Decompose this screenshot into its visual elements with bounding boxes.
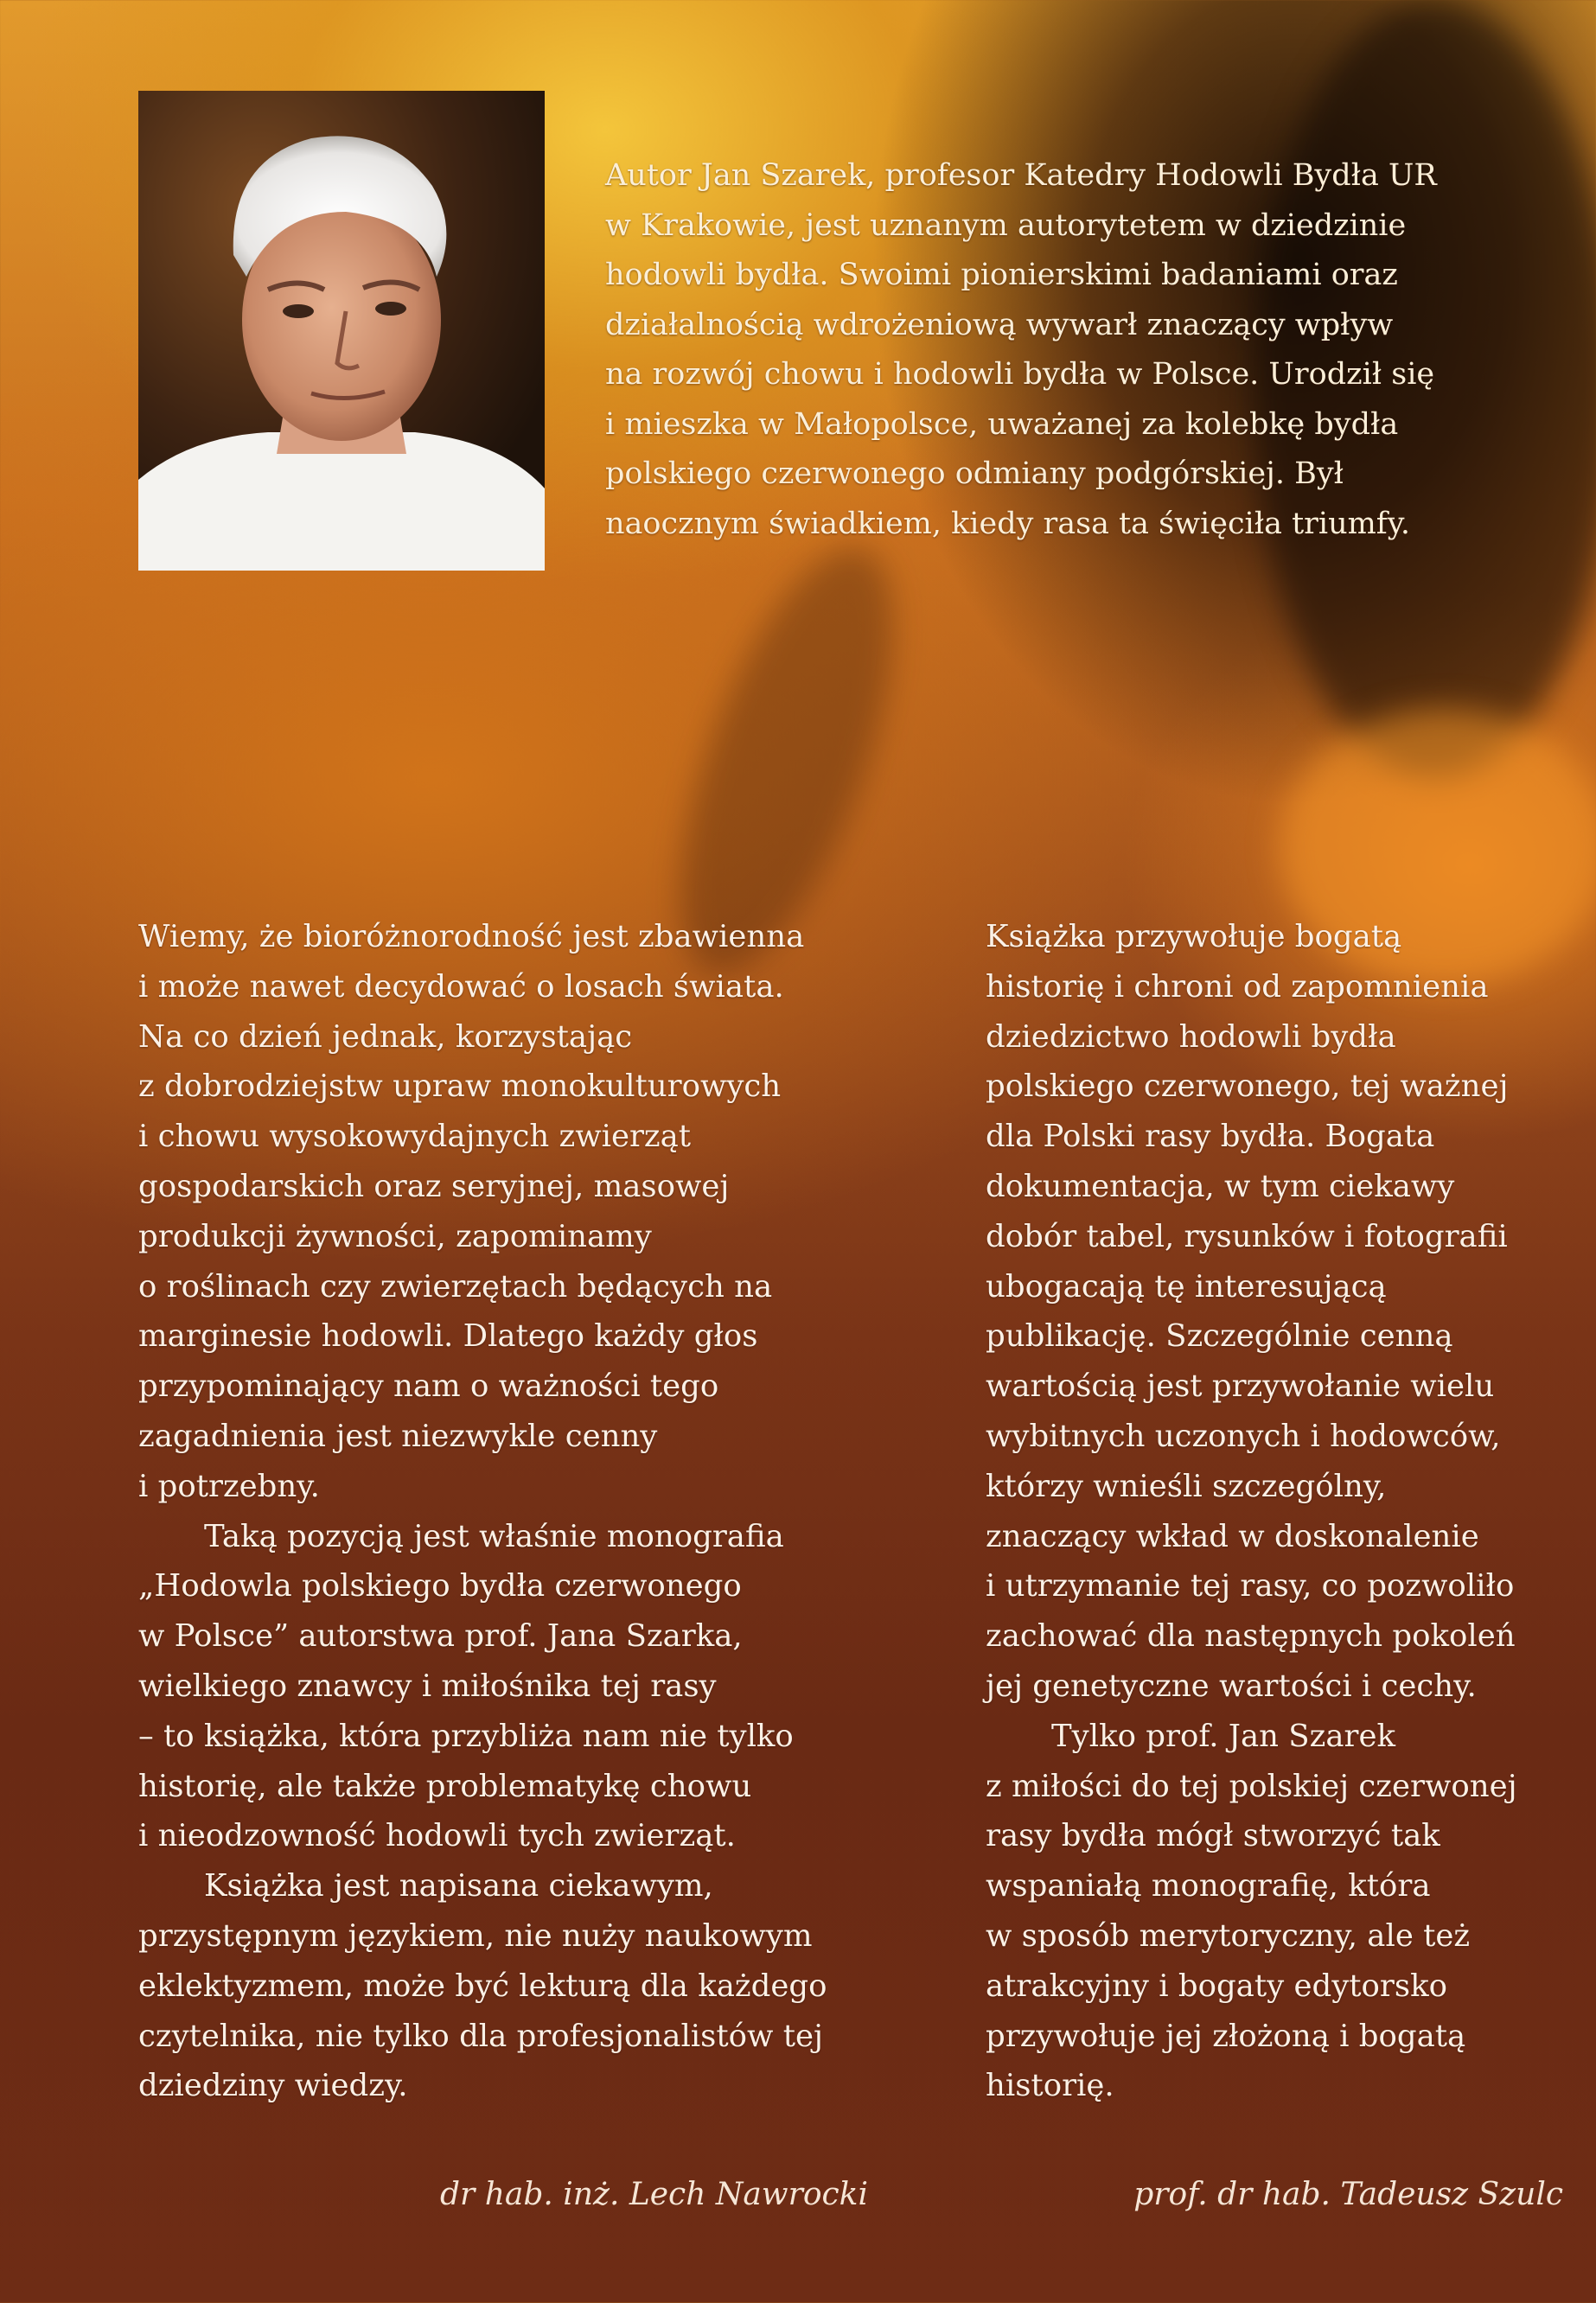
review-left: [138, 912, 899, 2111]
review-paragraph: Tylko prof. Jan Szarek z miłości do tej polskiej czerwonej rasy bydła mógł stworzyć tak wspaniałą monografię, która w sposób merytoryczny, ale też atrakcyjny i bogaty edytorsko przywołuje jej złożoną i bogatą historię.: [986, 1718, 1517, 2104]
review-paragraph: Wiemy, że bioróżnorodność jest zbawienna i może nawet decydować o losach świata. Na co dzień jednak, korzystając z dobrodziejstw upraw monokulturowych i chowu wysokowydajnych zwierząt gospodarskich oraz seryjnej, masowej produkcji żywności, zapominamy o roślinach czy zwierzętach będących na marginesie hodowli. Dlatego każdy głos przypominający nam o ważności tego zagadnienia jest niezwykle cenny i potrzebny.: [138, 919, 805, 1504]
review-paragraph: Taką pozycją jest właśnie monografia „Hodowla polskiego bydła czerwonego w Polsce” autorstwa prof. Jana Szarka, wielkiego znawcy i miłośnika tej rasy – to książka, która przybliża nam nie tylko historię, ale także problematykę chowu i nieodzowność hodowli tych zwierząt.: [138, 1518, 794, 1854]
signature-right: prof. dr hab. Tadeusz Szulc: [1133, 2177, 1563, 2212]
author-photo: [138, 91, 545, 571]
author-bio-text: Autor Jan Szarek, profesor Katedry Hodowli Bydła UR w Krakowie, jest uznanym autorytetem w dziedzinie hodowli bydła. Swoimi pionierskimi badaniami oraz działalnością wdrożeniową wywarł znaczący wpływ na rozwój chowu i hodowli bydła w Polsce. Urodził się i mieszka w Małopolsce, uważanej za kolebkę bydła polskiego czerwonego odmiany podgórskiej. Był naocznym świadkiem, kiedy rasa ta święciła triumfy.: [605, 158, 1437, 541]
review-paragraph: Książka jest napisana ciekawym, przystępnym językiem, nie nuży naukowym eklektyzmem, może być lekturą dla każdego czytelnika, nie tylko dla profesjonalistów tej dziedziny wiedzy.: [138, 1868, 827, 2104]
review-paragraph: Książka przywołuje bogatą historię i chroni od zapomnienia dziedzictwo hodowli bydła polskiego czerwonego, tej ważnej dla Polski rasy bydła. Bogata dokumentacja, w tym ciekawy dobór tabel, rysunków i fotografii ubogacają tę interesującą publikację. Szczególnie cenną wartością jest przywołanie wielu wybitnych uczonych i hodowców, którzy wnieśli szczególny, znaczący wkład w doskonalenie i utrzymanie tej rasy, co pozwoliło zachować dla następnych pokoleń jej genetyczne wartości i cechy.: [986, 919, 1516, 1704]
author-bio: [605, 151, 1539, 549]
signature-left: dr hab. inż. Lech Nawrocki: [440, 2177, 868, 2212]
review-right: [986, 912, 1582, 2111]
